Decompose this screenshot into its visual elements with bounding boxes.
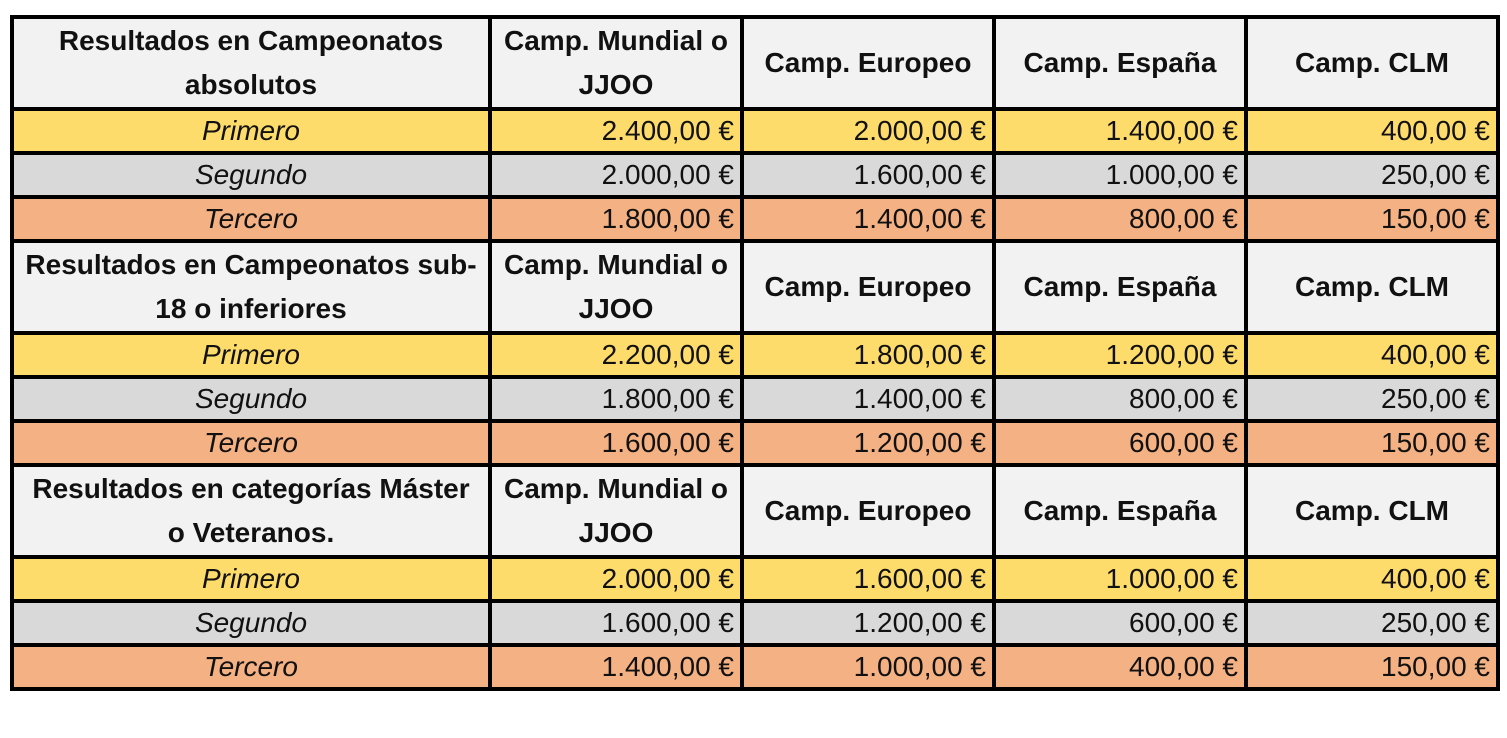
column-header[interactable]: Camp. Mundial o JJOO bbox=[490, 465, 742, 557]
table-row bbox=[12, 153, 1498, 197]
column-header[interactable]: Camp. Europeo bbox=[742, 465, 994, 557]
place-cell[interactable]: Segundo bbox=[12, 377, 490, 421]
amount-cell[interactable]: 800,00 € bbox=[994, 377, 1246, 421]
section-header-row bbox=[12, 465, 1498, 557]
amount-cell[interactable]: 400,00 € bbox=[1246, 557, 1498, 601]
amount-cell[interactable]: 2.000,00 € bbox=[742, 109, 994, 153]
place-cell[interactable]: Primero bbox=[12, 109, 490, 153]
place-cell[interactable]: Primero bbox=[12, 333, 490, 377]
place-cell[interactable]: Tercero bbox=[12, 421, 490, 465]
amount-cell[interactable]: 2.000,00 € bbox=[490, 557, 742, 601]
section-header-row bbox=[12, 17, 1498, 109]
place-cell[interactable]: Segundo bbox=[12, 153, 490, 197]
amount-cell[interactable]: 2.200,00 € bbox=[490, 333, 742, 377]
column-header[interactable]: Camp. Europeo bbox=[742, 241, 994, 333]
place-cell[interactable]: Segundo bbox=[12, 601, 490, 645]
prize-table bbox=[10, 15, 1500, 691]
amount-cell[interactable]: 400,00 € bbox=[1246, 333, 1498, 377]
amount-cell[interactable]: 150,00 € bbox=[1246, 645, 1498, 689]
amount-cell[interactable]: 1.200,00 € bbox=[742, 421, 994, 465]
column-header[interactable]: Camp. Mundial o JJOO bbox=[490, 241, 742, 333]
amount-cell[interactable]: 1.000,00 € bbox=[994, 557, 1246, 601]
amount-cell[interactable]: 1.200,00 € bbox=[994, 333, 1246, 377]
amount-cell[interactable]: 2.400,00 € bbox=[490, 109, 742, 153]
amount-cell[interactable]: 1.400,00 € bbox=[742, 377, 994, 421]
table-row bbox=[12, 197, 1498, 241]
table-row bbox=[12, 109, 1498, 153]
column-header[interactable]: Camp. CLM bbox=[1246, 17, 1498, 109]
section-title[interactable]: Resultados en Campeonatos absolutos bbox=[12, 17, 490, 109]
amount-cell[interactable]: 1.400,00 € bbox=[490, 645, 742, 689]
section-header-row bbox=[12, 241, 1498, 333]
amount-cell[interactable]: 1.000,00 € bbox=[742, 645, 994, 689]
table-row bbox=[12, 333, 1498, 377]
column-header[interactable]: Camp. España bbox=[994, 17, 1246, 109]
table-row bbox=[12, 557, 1498, 601]
amount-cell[interactable]: 150,00 € bbox=[1246, 197, 1498, 241]
place-cell[interactable]: Tercero bbox=[12, 645, 490, 689]
amount-cell[interactable]: 1.200,00 € bbox=[742, 601, 994, 645]
place-cell[interactable]: Tercero bbox=[12, 197, 490, 241]
amount-cell[interactable]: 600,00 € bbox=[994, 421, 1246, 465]
amount-cell[interactable]: 2.000,00 € bbox=[490, 153, 742, 197]
amount-cell[interactable]: 250,00 € bbox=[1246, 601, 1498, 645]
amount-cell[interactable]: 1.000,00 € bbox=[994, 153, 1246, 197]
table-row bbox=[12, 421, 1498, 465]
amount-cell[interactable]: 150,00 € bbox=[1246, 421, 1498, 465]
table-row bbox=[12, 377, 1498, 421]
amount-cell[interactable]: 1.400,00 € bbox=[994, 109, 1246, 153]
amount-cell[interactable]: 250,00 € bbox=[1246, 377, 1498, 421]
amount-cell[interactable]: 1.800,00 € bbox=[490, 377, 742, 421]
place-cell[interactable]: Primero bbox=[12, 557, 490, 601]
column-header[interactable]: Camp. CLM bbox=[1246, 465, 1498, 557]
amount-cell[interactable]: 1.600,00 € bbox=[490, 421, 742, 465]
spreadsheet bbox=[10, 15, 1500, 691]
amount-cell[interactable]: 400,00 € bbox=[994, 645, 1246, 689]
amount-cell[interactable]: 1.600,00 € bbox=[742, 557, 994, 601]
amount-cell[interactable]: 1.800,00 € bbox=[742, 333, 994, 377]
column-header[interactable]: Camp. Mundial o JJOO bbox=[490, 17, 742, 109]
amount-cell[interactable]: 1.600,00 € bbox=[490, 601, 742, 645]
column-header[interactable]: Camp. España bbox=[994, 241, 1246, 333]
amount-cell[interactable]: 1.800,00 € bbox=[490, 197, 742, 241]
table-row bbox=[12, 601, 1498, 645]
column-header[interactable]: Camp. CLM bbox=[1246, 241, 1498, 333]
amount-cell[interactable]: 1.400,00 € bbox=[742, 197, 994, 241]
amount-cell[interactable]: 600,00 € bbox=[994, 601, 1246, 645]
table-row bbox=[12, 645, 1498, 689]
amount-cell[interactable]: 800,00 € bbox=[994, 197, 1246, 241]
section-title[interactable]: Resultados en Campeonatos sub-18 o inferiores bbox=[12, 241, 490, 333]
column-header[interactable]: Camp. Europeo bbox=[742, 17, 994, 109]
amount-cell[interactable]: 1.600,00 € bbox=[742, 153, 994, 197]
section-title[interactable]: Resultados en categorías Máster o Veteranos. bbox=[12, 465, 490, 557]
amount-cell[interactable]: 250,00 € bbox=[1246, 153, 1498, 197]
amount-cell[interactable]: 400,00 € bbox=[1246, 109, 1498, 153]
column-header[interactable]: Camp. España bbox=[994, 465, 1246, 557]
